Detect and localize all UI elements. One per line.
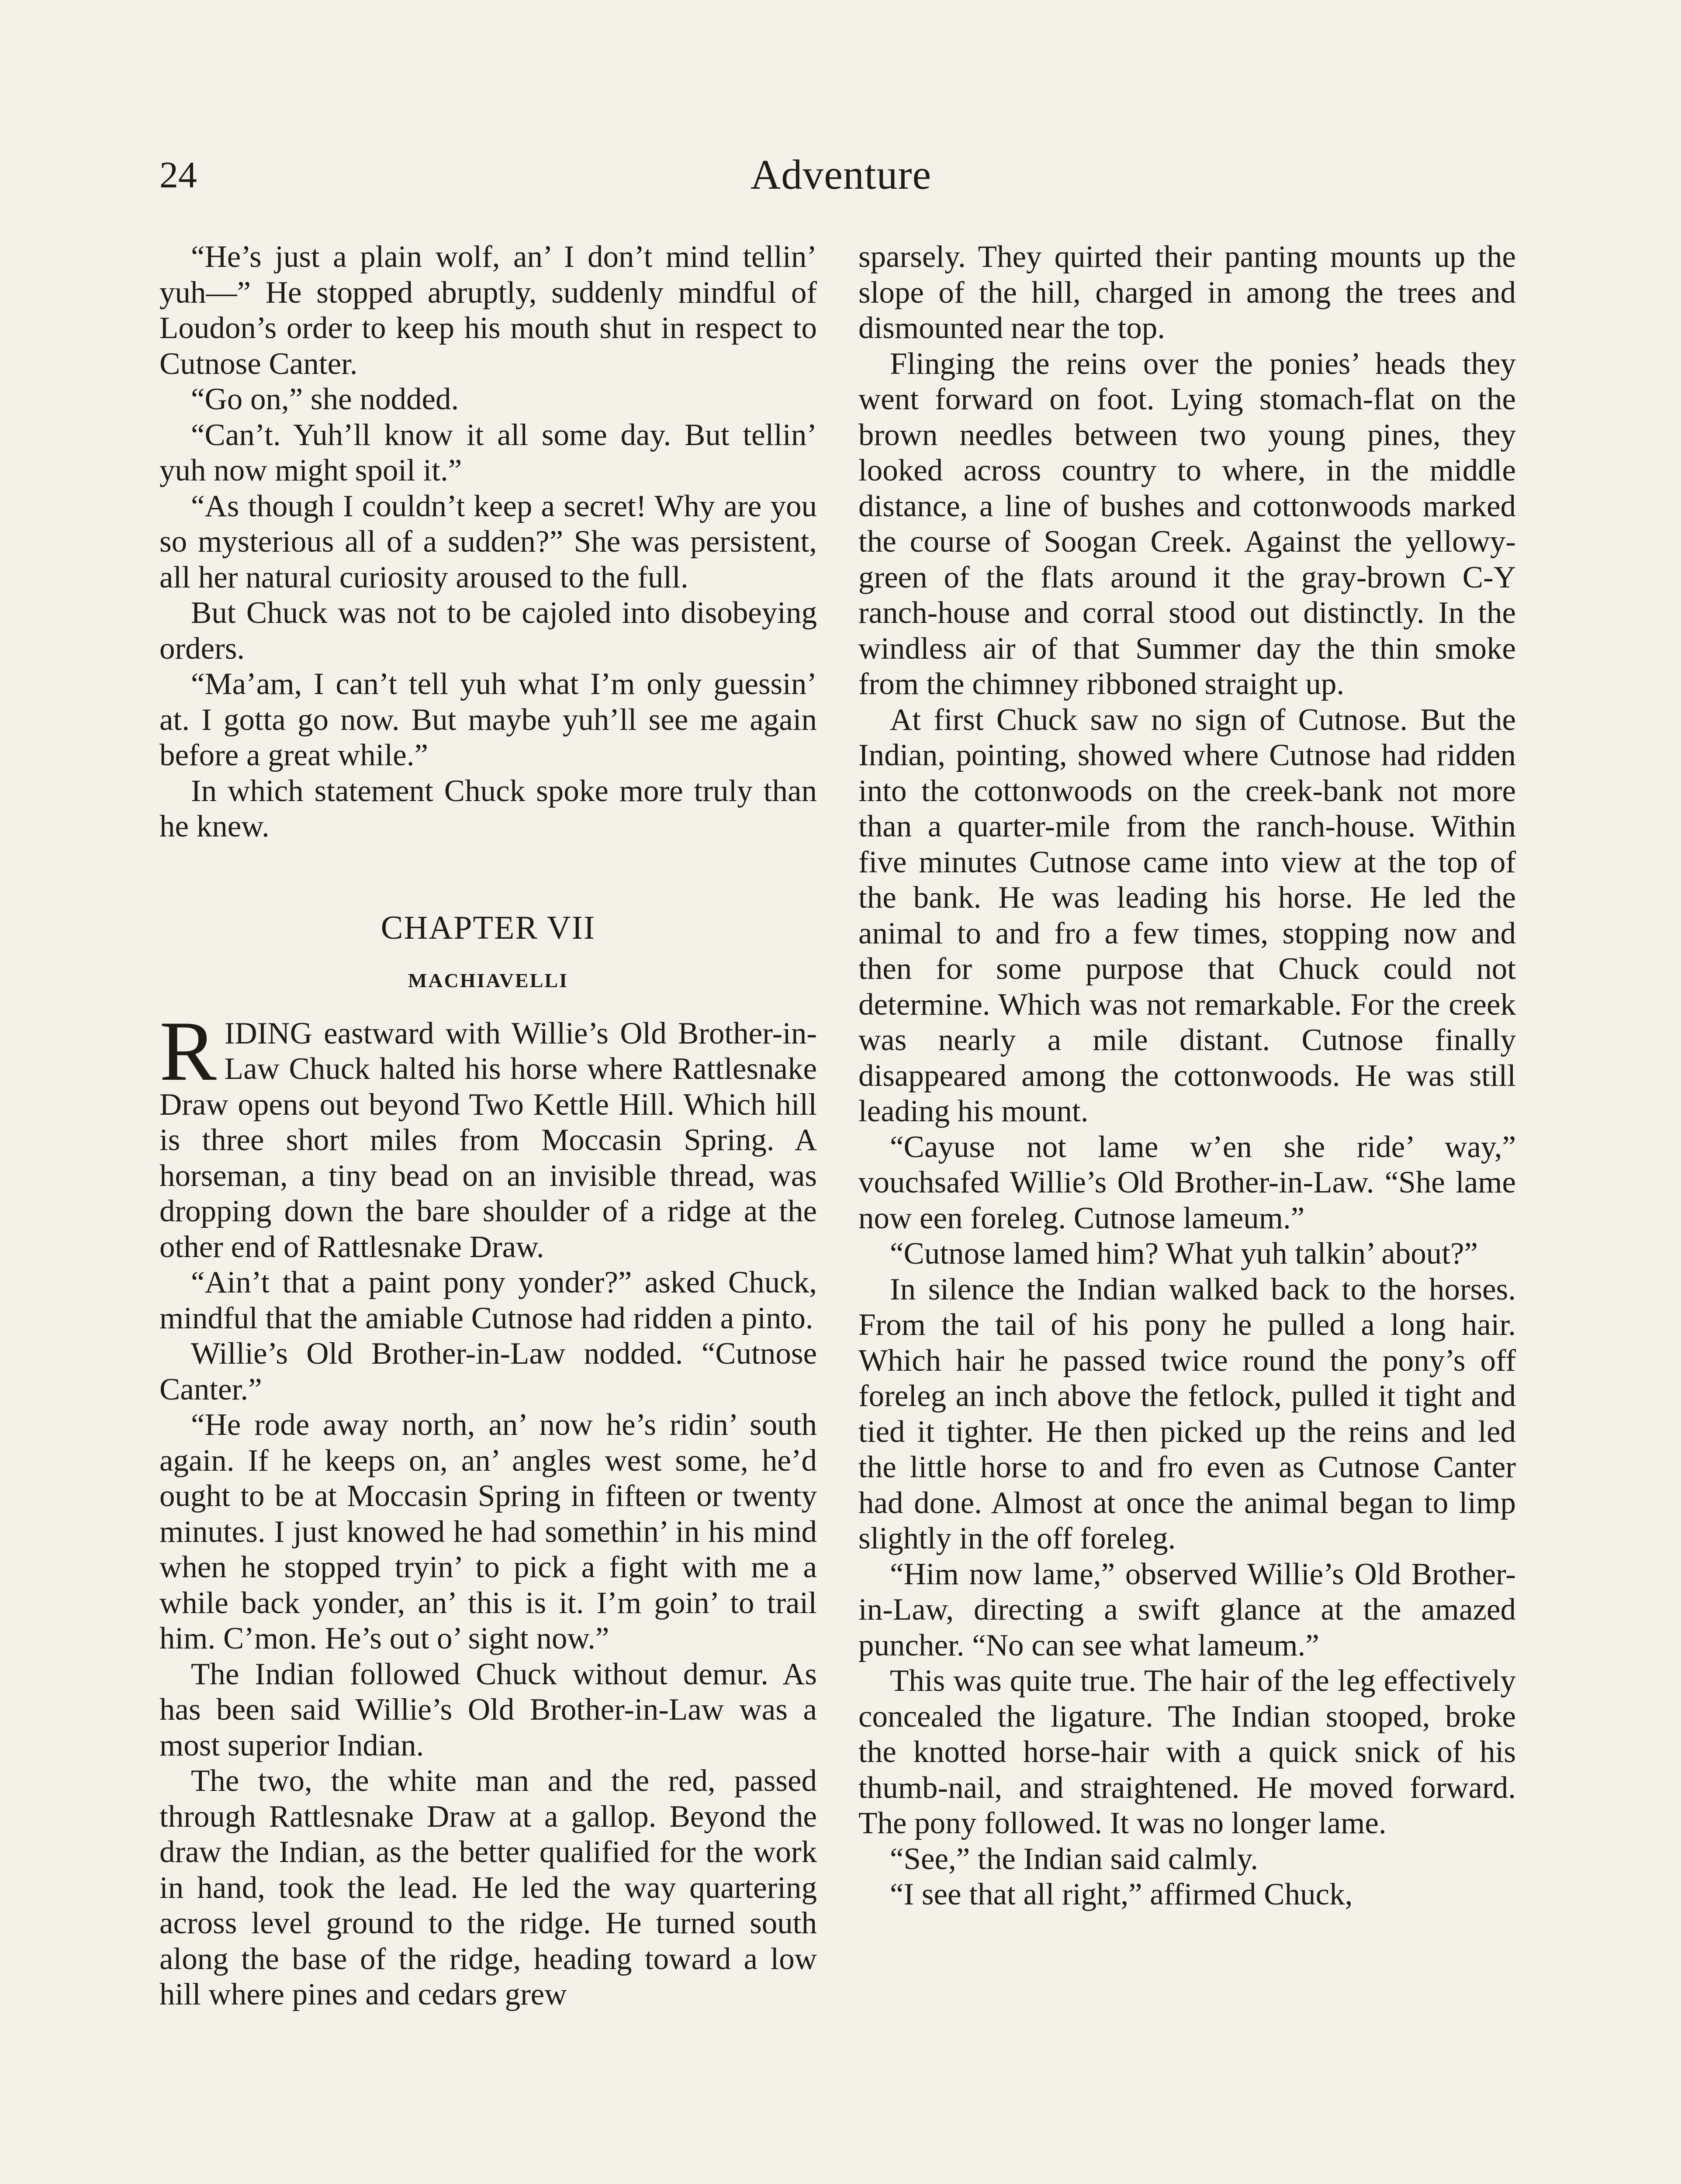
- paragraph: “Ain’t that a paint pony yonder?” asked Chuck, mindful that the amiable Cutnose had ridden a pinto.: [159, 1265, 817, 1335]
- paragraph: “Ma’am, I can’t tell yuh what I’m only guessin’ at. I gotta go now. But maybe yuh’ll see me again before a great while.”: [159, 667, 817, 772]
- paragraph: “I see that all right,” affirmed Chuck,: [890, 1877, 1353, 1911]
- paragraph: “As though I couldn’t keep a secret! Why are you so mysterious all of a sudden?” She was persistent, all her natural curiosity aroused to the full.: [159, 489, 817, 594]
- paragraph: “Cayuse not lame w’en she ride’ way,” vouchsafed Willie’s Old Brother-in-Law. “She lame now een foreleg. Cutnose lameum.”: [858, 1130, 1516, 1235]
- magazine-title: Adventure: [750, 151, 932, 198]
- paragraph: In silence the Indian walked back to the horses. From the tail of his pony he pulled a long hair. Which hair he passed twice round the pony’s off foreleg an inch above the fetlock, pulled it tight and tied it tighter. He then picked up the reins and led the little horse to and fro even as Cutnose Canter had done. Almost at once the animal began to limp slightly in the off foreleg.: [858, 1272, 1516, 1555]
- paragraph: “He rode away north, an’ now he’s ridin’ south again. If he keeps on, an’ angles west some, he’d ought to be at Moccasin Spring in fifteen or twenty minutes. I just knowed he had somethin’ in his mind when he stopped tryin’ to pick a fight with me a while back yonder, an’ this is it. I’m goin’ to trail him. C’mon. He’s out o’ sight now.”: [159, 1408, 817, 1655]
- paragraph: “Go on,” she nodded.: [191, 382, 459, 416]
- paragraph: This was quite true. The hair of the leg effectively concealed the ligature. The Indian stooped, broke the knotted horse-hair with a quick snick of his thumb-nail, and straightened. He moved forward. The pony followed. It was no longer lame.: [858, 1664, 1516, 1840]
- paragraph: Flinging the reins over the ponies’ heads they went forward on foot. Lying stomach-flat on the brown needles between two young pines, they looked across country to where, in the middle distance, a line of bushes and cottonwoods marked the course of Soogan Creek. Against the yellowy-green of the flats around it the gray-brown C-Y ranch-house and corral stood out distinctly. In the windless air of that Summer day the thin smoke from the chimney ribboned straight up.: [858, 346, 1516, 701]
- paragraph: “He’s just a plain wolf, an’ I don’t mind tellin’ yuh—” He stopped abruptly, suddenly mindful of Loudon’s order to keep his mouth shut in respect to Cutnose Canter.: [159, 240, 817, 381]
- paragraph: At first Chuck saw no sign of Cutnose. But the Indian, pointing, showed where Cutnose had ridden into the cottonwoods on the creek-bank not more than a quarter-mile from the ranch-house. Within five minutes Cutnose came into view at the top of the bank. He was leading his horse. He led the animal to and fro a few times, stopping now and then for some purpose that Chuck could not determine. Which was not remarkable. For the creek was nearly a mile distant. Cutnose finally disappeared among the cottonwoods. He was still leading his mount.: [858, 702, 1516, 1128]
- paragraph: “See,” the Indian said calmly.: [890, 1842, 1259, 1876]
- continued-paragraph: sparsely. They quirted their panting mounts up the slope of the hill, charged in among the trees and dismounted near the top.: [858, 240, 1516, 345]
- paragraph: The two, the white man and the red, passed through Rattlesnake Draw at a gallop. Beyond the draw the Indian, as the better qualified for the work in hand, took the lead. He led the way quartering across level ground to the ridge. He turned south along the base of the ridge, heading toward a low hill where pines and cedars grew: [159, 1764, 817, 2011]
- chapter-subtitle: MACHIAVELLI: [408, 969, 568, 992]
- paragraph: But Chuck was not to be cajoled into disobeying orders.: [159, 596, 817, 666]
- right-column: [858, 239, 1516, 2184]
- paragraph: The Indian followed Chuck without demur. As has been said Willie’s Old Brother-in-Law was a most superior Indian.: [159, 1657, 817, 1762]
- page-number: 24: [159, 154, 197, 196]
- paragraph: In which statement Chuck spoke more truly than he knew.: [159, 774, 817, 843]
- paragraph: “Cutnose lamed him? What yuh talkin’ about?”: [890, 1237, 1478, 1271]
- chapter-title: CHAPTER VII: [380, 909, 596, 946]
- paragraph: “Can’t. Yuh’ll know it all some day. But tellin’ yuh now might spoil it.”: [159, 418, 817, 487]
- chapter-opening-paragraph: [159, 1003, 817, 1265]
- page-header: [159, 149, 1522, 205]
- drop-cap: R: [159, 1003, 217, 1099]
- opening-text: IDING eastward with Willie’s Old Brother-in-Law Chuck halted his horse where Rattlesnake Draw opens out beyond Two Kettle Hill. Which hill is three short miles from Moccasin Spring. A horseman, a tiny bead on an invisible thread, was dropping down the bare shoulder of a ridge at the other end of Rattlesnake Draw.: [159, 1016, 817, 1264]
- paragraph: “Him now lame,” observed Willie’s Old Brother-in-Law, directing a swift glance at the amazed puncher. “No can see what lameum.”: [858, 1557, 1516, 1662]
- left-column: [159, 239, 817, 2184]
- paragraph: Willie’s Old Brother-in-Law nodded. “Cutnose Canter.”: [159, 1337, 817, 1406]
